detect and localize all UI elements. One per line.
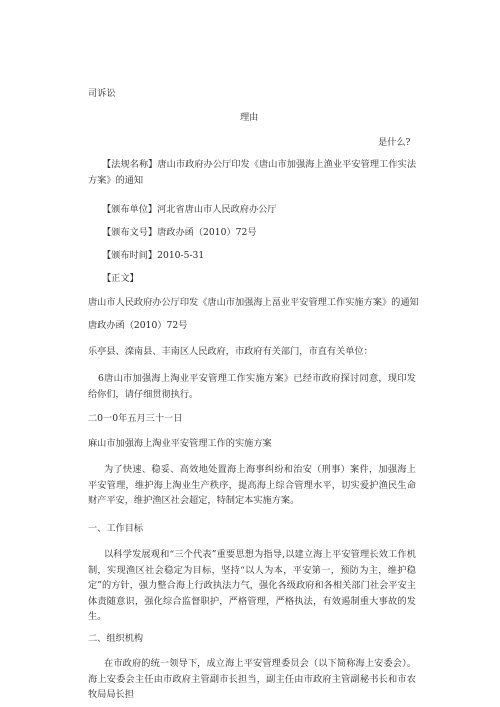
purpose-paragraph: 为了快速、稳妥、高效地处置海上海事纠纷和治安（刑事）案件，加强海上平安管理，维护海上淘业生产秩序，提高海上综合管理水平，切实爱护渔民生命财产平安，维护渔区社会超定，特制定本实施方案。 xyxy=(88,464,416,506)
plan-title: 麻山市加强海上淘业平安管理工作的实施方案 xyxy=(88,438,272,449)
corner-label: 司诉讼 xyxy=(88,88,116,99)
recipients: 乐亭县、滦南县、丰南区人民政府，市政府有关部门，市直有关单位： xyxy=(88,346,373,357)
date-value: 2010-5-31 xyxy=(157,250,205,261)
section2-title: 二、组织机构 xyxy=(88,633,144,644)
doc-no-value: 唐政办函（2010）72号 xyxy=(157,227,257,238)
law-name-value: 唐山市政府办公厅印发《唐山市加强海上渔业平安管理工作实法方案》的通知 xyxy=(88,159,417,186)
signature-date: 二0一0年五月三十一日 xyxy=(88,413,183,424)
date-field xyxy=(102,249,204,263)
issuer-key: 【颁布单位】 xyxy=(102,204,158,215)
doc-no-key: 【颁布文号】 xyxy=(102,227,158,238)
law-name-field xyxy=(88,157,416,188)
doc-no-field xyxy=(102,226,257,240)
section2-paragraph: 在市政府的统一领导下，成立海上平安管理委员会（以下简称海上安委会）。海上安委会主任由市政府主管副市长担当，副主任由市政府主管副秘书长和市农牧局局长担 xyxy=(88,658,416,700)
notice-title: 唐山市人民政府办公厅印发《唐山市加强海上畐业平安管理工作实施方案》的通知 xyxy=(88,297,419,308)
intro-paragraph: 6唐山市加强海上淘业平安管理工作实施方案》已经市政府探讨同意，现印发给你们，请仔细贯彻执行。 xyxy=(88,373,416,400)
right-label: 是什么? xyxy=(378,137,411,148)
body-key: 【正文】 xyxy=(102,273,139,284)
issuer-value: 河北省唐山市人民政府办公厅 xyxy=(157,204,277,215)
issuer-field xyxy=(102,203,277,217)
section1-paragraph: 以科学发展观和“三个代表”重要思想为指导,以建立海上平安管理长效工作机制，实现渔区社会稳定为目标，坚持“以人为本，平安第一，预防为主，维护稳定”的方针，强力整合海上行政执法力气，强化各级政府和各相关部门社会平安主体责随意识，强化综合监督职护，严格管理，严格执法，有效遏制重大事故的发生。 xyxy=(88,549,416,622)
date-key: 【颁布时间】 xyxy=(102,250,158,261)
center-label: 理由 xyxy=(240,112,259,123)
law-name-key: 【法规名称】 xyxy=(102,159,158,170)
section1-title: 一、工作目标 xyxy=(88,523,144,534)
notice-number: 唐政办函（2010）72号 xyxy=(88,320,188,331)
